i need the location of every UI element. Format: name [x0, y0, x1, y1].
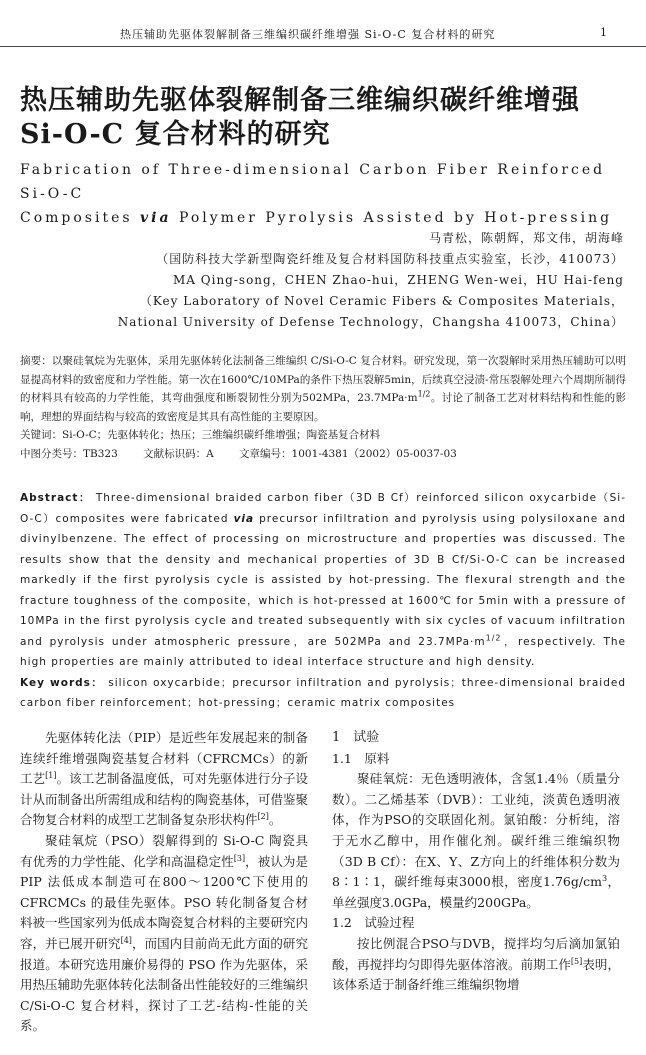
text: ，单丝强度3.0GPa，模量约200GPa。 [332, 874, 620, 910]
title-english-line-2 [20, 206, 630, 230]
body-right-column [332, 728, 620, 996]
clc-number: 中图分类号：TB323 [20, 447, 118, 460]
affiliation-chinese: （国防科技大学新型陶瓷纤维及复合材料国防科技重点实验室，长沙，410073） [156, 252, 624, 266]
abstract-text: Three-dimensional braided carbon fiber（3D B Cf）reinforced silicon oxycarbide（Si-O-C）composites were fabricated [20, 492, 627, 525]
page-number: 1 [600, 26, 608, 39]
header-rule [0, 46, 646, 47]
paragraph [20, 728, 308, 831]
title-english-via: via [140, 210, 172, 226]
paragraph [332, 934, 620, 996]
keywords-text: silicon oxycarbide；precursor infiltration and pyrolysis；three-dimensional braided carbon fiber reinforcement；hot-pressing；ceramic matrix composites [20, 676, 626, 709]
document-code: 文献标识码：A [143, 447, 214, 460]
abstract-label: Abstract： [20, 492, 91, 504]
title-chinese [20, 84, 630, 152]
subsection-heading: 1.2 试验过程 [332, 915, 415, 931]
section-heading: 1 试验 [332, 730, 380, 745]
text: 。 [268, 812, 282, 828]
classification-line [20, 445, 626, 464]
body-left-column [20, 728, 308, 1037]
citation: [4] [120, 935, 132, 945]
text: 聚硅氧烷（PSO）裂解得到的 Si-O-C 陶瓷具有优秀的力学性能、化学和高温稳定性 [20, 832, 308, 869]
abstract-text: 摘要：以聚硅氧烷为先驱体，采用先驱体转化法制备三维编织 C/Si-O-C 复合材料。研究发现，第一次裂解时采用热压辅助可以明显提高材料的致密度和力学性能。第一次在1600℃/10MPa的条件下热压裂解5min，后续真空浸渍-常压裂解处理六个周期所制得的材料具有较高的力学性能，其弯曲强度和断裂韧性分别为502MPa，23.7MPa·m [20, 355, 626, 404]
abstract-text: ，respectively. The high properties are mainly attributed to ideal interface structure and high density. [20, 635, 626, 668]
affiliation-english-1: （Key Laboratory of Novel Ceramic Fibers & Composites Materials， [139, 294, 624, 308]
title-english [20, 158, 630, 230]
citation: [3] [233, 853, 246, 863]
abstract-english [20, 488, 626, 714]
affiliation-english-2: National University of Defense Technology，Changsha 410073，China） [117, 315, 624, 329]
text: ，被认为是 PIP 法低成本制造可在800～1200℃下使用的 CFRCMCs 的最佳先驱体。PSO 转化制备复合材料被一些国家列为低成本陶瓷复合材料的主要研究内容，并已展开研究 [20, 853, 308, 951]
paragraph [20, 831, 308, 1037]
exponent: 1/2 [485, 633, 502, 642]
text: 表明，该体系适于制备纤维三维编织物增 [332, 956, 620, 993]
exponent: 1/2 [417, 389, 431, 399]
abstract-chinese [20, 352, 626, 463]
author-names-english: MA Qing-song，CHEN Zhao-hui，ZHENG Wen-wei，HU Hai-feng [173, 273, 624, 287]
abstract-via: via [233, 512, 255, 525]
text: 按比例混合PSO与DVB，搅拌均匀后滴加氯铂酸，再搅拌均匀即得先驱体溶液。前期工作 [332, 935, 620, 972]
running-head-title: 热压辅助先驱体裂解制备三维编织碳纤维增强 Si-O-C 复合材料的研究 [120, 28, 496, 41]
keywords-label: Key words： [20, 676, 104, 689]
keywords-english [20, 673, 626, 714]
citation: [2] [257, 812, 269, 822]
text: 。该工艺制备温度低，可对先驱体进行分子设计从而制备出所需组成和结构的陶瓷基体，可借鉴聚合物复合材料的成型工艺制备复杂形状构件 [20, 771, 308, 828]
text: ，而国内目前尚无此方面的研究报道。本研究选用廉价易得的 PSO 作为先驱体，采用热压辅助先驱体转化法制备出性能较好的三维编织 C/Si-O-C 复合材料，探讨了工艺-结构-性能的关系。 [20, 935, 308, 1034]
text: 聚硅氧烷：无色透明液体，含氢1.4％（质量分数）。二乙烯基苯（DVB）：工业纯，淡黄色透明液体，作为PSO的交联固化剂。氯铂酸：分析纯，溶于无水乙醇中，用作催化剂。碳纤维三维编织物（3D B Cf）：在X、Y、Z方向上的纤维体积分数为8∶1∶1，碳纤维每束3000根，密度1.76g/cm [332, 771, 620, 890]
title-chinese-line-1: 热压辅助先驱体裂解制备三维编织碳纤维增强 [20, 85, 580, 116]
subsection-heading: 1.1 原料 [332, 750, 390, 766]
citation: [5] [570, 956, 583, 966]
abstract-text: precursor infiltration and pyrolysis using polysiloxane and divinylbenzene. The effect of processing on microstructure and properties was discussed. The results show that the density and mechanical properties of 3D B Cf/Si-O-C can be increased markedly if the first pyrolysis cycle is assisted by hot-pressing. The flexural strength and the fracture toughness of the composite，which is hot-pressed at 1600℃ for 5min with a pressure of 10MPa in the first pyrolysis cycle and treated subsequently with six cycles of vacuum infiltration and pyrolysis under atmospheric pressure，are 502MPa and 23.7MPa·m [20, 512, 627, 648]
citation: [1] [45, 771, 57, 781]
title-english-part: Polymer Pyrolysis Assisted by Hot-pressing [179, 210, 613, 226]
paragraph [332, 769, 620, 913]
title-chinese-line-2: Si-O-C 复合材料的研究 [20, 119, 331, 150]
keywords-chinese: 关键词：Si-O-C；先驱体转化；热压；三维编织碳纤维增强；陶瓷基复合材料 [20, 429, 381, 441]
article-number: 文章编号：1001-4381（2002）05-0037-03 [239, 447, 457, 460]
exponent: 3 [601, 874, 608, 883]
abstract-chinese-body [20, 352, 626, 426]
abstract-text: 。讨论了制备工艺对材料结构和性能的影响，理想的界面结构与较高的致密度是其具有高性能的主要原因。 [20, 392, 626, 423]
title-english-line-1: Fabrication of Three-dimensional Carbon Fiber Reinforced Si-O-C [20, 162, 606, 202]
text: 先驱体转化法（PIP）是近些年发展起来的制备连续纤维增强陶瓷基复合材料（CFRCMCs）的新工艺 [20, 730, 308, 787]
title-english-part: Composites [20, 210, 133, 226]
abstract-english-body [20, 488, 626, 673]
author-names-chinese: 马青松，陈朝辉，郑文伟，胡海峰 [428, 231, 624, 245]
